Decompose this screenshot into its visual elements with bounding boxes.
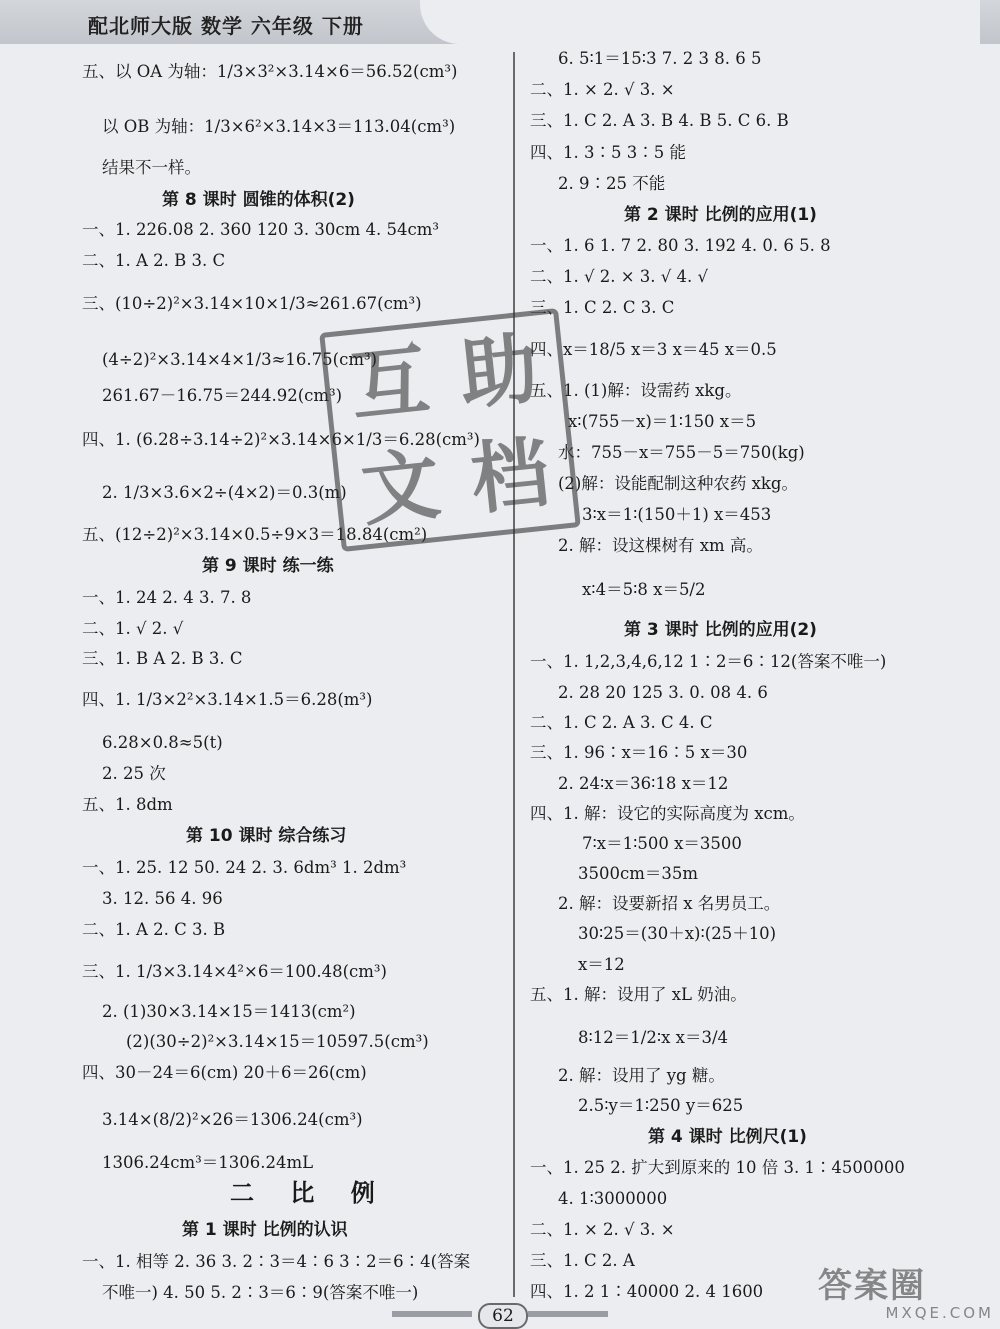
answer-line: 30∶25＝(30＋x)∶(25＋10)	[578, 924, 777, 943]
answer-line: 2. (1)30×3.14×15＝1413(cm²)	[102, 1002, 356, 1021]
watermark-stamp	[319, 308, 581, 552]
answer-line: 8∶12＝1/2∶x x＝3/4	[578, 1028, 729, 1047]
answer-line: 四、1. 3∶5 3∶5 能	[530, 143, 686, 162]
answer-line: 3. 12. 56 4. 96	[102, 889, 223, 908]
answer-line: 五、1. (1)解：设需药 xkg。	[530, 381, 742, 400]
answer-line: 四、1. 解：设它的实际高度为 xcm。	[530, 804, 805, 823]
answer-line: 四、1. (6.28÷3.14÷2)²×3.14×6×1/3＝6.28(cm³)	[82, 430, 480, 449]
answer-line: 二、1. A 2. C 3. B	[82, 920, 226, 939]
answer-line: 4. 1∶3000000	[558, 1189, 668, 1208]
answer-line: 一、1. 1,2,3,4,6,12 1∶2＝6∶12(答案不唯一)	[530, 652, 887, 671]
answer-line: 二、1. A 2. B 3. C	[82, 251, 226, 270]
watermark-char: 档	[466, 427, 554, 526]
answer-line: (4÷2)²×3.14×4×1/3≈16.75(cm³)	[102, 350, 378, 369]
answer-line: 三、1. 1/3×3.14×4²×6＝100.48(cm³)	[82, 962, 387, 981]
section-heading: 第 9 课时 练一练	[202, 556, 334, 576]
answer-line: 2. 25 次	[102, 764, 166, 783]
watermark-char: 助	[455, 323, 543, 421]
header-notch	[420, 0, 980, 44]
section-heading: 第 3 课时 比例的应用(2)	[624, 620, 817, 640]
answer-line: 水：755－x＝755－5＝750(kg)	[558, 443, 805, 462]
answer-line: 2. 28 20 125 3. 0. 08 4. 6	[558, 683, 768, 702]
answer-line: 四、1. 1/3×2²×3.14×1.5＝6.28(m³)	[82, 690, 373, 709]
answer-line: 三、1. B A 2. B 3. C	[82, 649, 243, 668]
answer-line: 7∶x＝1∶500 x＝3500	[582, 834, 742, 853]
answer-line: 二、1. √ 2. √	[82, 619, 184, 638]
answer-line: 结果不一样。	[102, 158, 201, 177]
answer-line: 三、1. 96∶x＝16∶5 x＝30	[530, 743, 748, 762]
logo-sub-text: MXQE.COM	[885, 1304, 994, 1322]
answer-line: 二、1. × 2. √ 3. ×	[530, 1220, 675, 1239]
answer-line: 6. 5∶1＝15∶3 7. 2 3 8. 6 5	[558, 49, 762, 68]
answer-line: 三、(10÷2)²×3.14×10×1/3≈261.67(cm³)	[82, 294, 422, 313]
answer-line: 以 OB 为轴：1/3×6²×3.14×3＝113.04(cm³)	[102, 117, 456, 136]
answer-line: 2. 1/3×3.6×2÷(4×2)＝0.3(m)	[102, 483, 347, 502]
answer-line: 2. 解：设要新招 x 名男员工。	[558, 894, 781, 913]
answer-line: 三、1. C 2. A	[530, 1251, 635, 1270]
site-logo	[818, 1268, 994, 1324]
answer-line: 1306.24cm³＝1306.24mL	[102, 1153, 314, 1172]
answer-line: 261.67－16.75＝244.92(cm³)	[102, 386, 343, 405]
unit-title: 二 比 例	[230, 1179, 389, 1207]
section-heading: 第 4 课时 比例尺(1)	[648, 1127, 807, 1147]
answer-line: 四、1. 2 1∶40000 2. 4 1600	[530, 1282, 764, 1301]
page-header: 配北师大版 数学 六年级 下册	[88, 14, 364, 38]
answer-line: 2. 24∶x＝36∶18 x＝12	[558, 774, 729, 793]
page-number: 62	[478, 1303, 528, 1329]
answer-line: 一、1. 6 1. 7 2. 80 3. 192 4. 0. 6 5. 8	[530, 236, 831, 255]
section-heading: 第 2 课时 比例的应用(1)	[624, 205, 817, 225]
watermark-char: 互	[346, 334, 434, 433]
section-heading: 第 10 课时 综合练习	[186, 826, 347, 846]
answer-line: 2.5∶y＝1∶250 y＝625	[578, 1096, 744, 1115]
answer-line: 一、1. 25. 12 50. 24 2. 3. 6dm³ 1. 2dm³	[82, 858, 407, 877]
answer-line: 二、1. C 2. A 3. C 4. C	[530, 713, 713, 732]
answer-line: 一、1. 相等 2. 36 3. 2∶3＝4∶6 3∶2＝6∶4(答案	[82, 1252, 471, 1271]
column-divider	[513, 52, 515, 1297]
answer-line: 五、1. 解：设用了 xL 奶油。	[530, 985, 747, 1004]
answer-line: 2. 9∶25 不能	[558, 174, 666, 193]
page-number-ornament-left	[392, 1311, 472, 1317]
answer-line: x∶4＝5∶8 x＝5/2	[582, 580, 706, 599]
answer-line: 二、1. √ 2. × 3. √ 4. √	[530, 267, 709, 286]
answer-line: x∶(755－x)＝1∶150 x＝5	[568, 412, 757, 431]
answer-line: 3500cm＝35m	[578, 864, 699, 883]
logo-main-text: 答案圈	[818, 1266, 926, 1306]
section-heading: 第 8 课时 圆锥的体积(2)	[162, 190, 355, 210]
answer-line: (2)解：设能配制这种农药 xkg。	[558, 474, 798, 493]
answer-line: 不唯一) 4. 50 5. 2∶3＝6∶9(答案不唯一)	[102, 1283, 419, 1302]
answer-line: 二、1. × 2. √ 3. ×	[530, 80, 675, 99]
answer-line: 五、(12÷2)²×3.14×0.5÷9×3＝18.84(cm²)	[82, 525, 428, 544]
answer-line: 2. 解：设这棵树有 xm 高。	[558, 536, 763, 555]
answer-line: 2. 解：设用了 yg 糖。	[558, 1066, 725, 1085]
answer-line: 四、x＝18/5 x＝3 x＝45 x＝0.5	[530, 340, 777, 359]
answer-line: (2)(30÷2)²×3.14×15＝10597.5(cm³)	[126, 1032, 429, 1051]
answer-line: 五、1. 8dm	[82, 795, 173, 814]
answer-line: 6.28×0.8≈5(t)	[102, 733, 223, 752]
answer-line: 三、1. C 2. C 3. C	[530, 298, 675, 317]
answer-line: 3.14×(8/2)²×26＝1306.24(cm³)	[102, 1110, 363, 1129]
answer-line: 一、1. 226.08 2. 360 120 3. 30cm 4. 54cm³	[82, 220, 440, 239]
answer-line: 五、以 OA 为轴：1/3×3²×3.14×6＝56.52(cm³)	[82, 62, 458, 81]
answer-line: 四、30－24＝6(cm) 20＋6＝26(cm)	[82, 1063, 367, 1082]
answer-line: 一、1. 25 2. 扩大到原来的 10 倍 3. 1∶4500000	[530, 1158, 905, 1177]
page-number-ornament-right	[528, 1311, 608, 1317]
answer-line: 3∶x＝1∶(150＋1) x＝453	[582, 505, 772, 524]
watermark-char: 文	[357, 439, 445, 537]
answer-line: 三、1. C 2. A 3. B 4. B 5. C 6. B	[530, 111, 789, 130]
answer-line: 一、1. 24 2. 4 3. 7. 8	[82, 588, 252, 607]
answer-line: x＝12	[578, 955, 625, 974]
section-heading: 第 1 课时 比例的认识	[182, 1220, 348, 1240]
